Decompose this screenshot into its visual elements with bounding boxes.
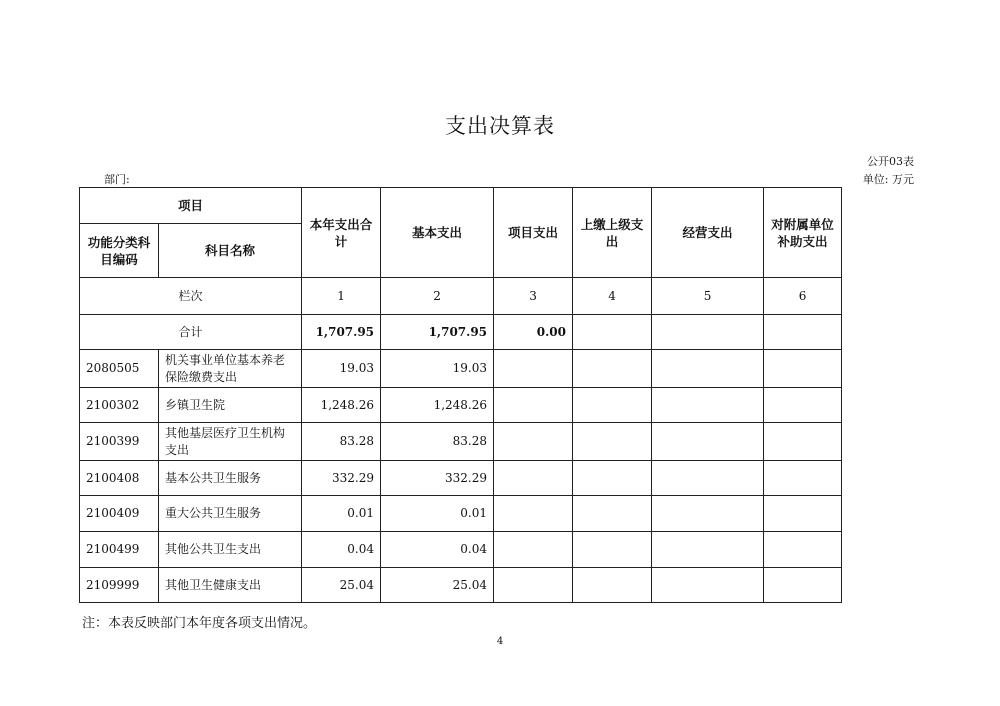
row-upper bbox=[573, 568, 652, 603]
header-project: 项目 bbox=[80, 188, 302, 224]
row-subsidy bbox=[764, 423, 842, 461]
row-upper bbox=[573, 496, 652, 532]
row-total: 332.29 bbox=[302, 461, 381, 496]
total-row-operating bbox=[652, 315, 764, 350]
row-project bbox=[494, 388, 573, 423]
row-project bbox=[494, 461, 573, 496]
row-subsidy bbox=[764, 532, 842, 568]
row-operating bbox=[652, 461, 764, 496]
row-operating bbox=[652, 388, 764, 423]
row-total: 0.01 bbox=[302, 496, 381, 532]
table-row bbox=[80, 496, 1000, 532]
table-row bbox=[80, 423, 1000, 461]
row-code: 2100499 bbox=[80, 532, 159, 568]
row-upper bbox=[573, 423, 652, 461]
row-project bbox=[494, 423, 573, 461]
header-basic: 基本支出 bbox=[381, 188, 494, 278]
header-operating: 经营支出 bbox=[652, 188, 764, 278]
row-total: 25.04 bbox=[302, 568, 381, 603]
row-name: 其他公共卫生支出 bbox=[159, 532, 302, 568]
expenditure-table bbox=[79, 187, 1000, 603]
footnote: 注：本表反映部门本年度各项支出情况。 bbox=[82, 616, 317, 631]
header-project-expenditure: 项目支出 bbox=[494, 188, 573, 278]
row-name: 其他卫生健康支出 bbox=[159, 568, 302, 603]
column-index-2: 2 bbox=[381, 278, 494, 315]
row-name: 基本公共卫生服务 bbox=[159, 461, 302, 496]
row-operating bbox=[652, 350, 764, 388]
column-index-1: 1 bbox=[302, 278, 381, 315]
row-name: 乡镇卫生院 bbox=[159, 388, 302, 423]
unit-label: 单位: 万元 bbox=[862, 173, 914, 186]
row-code: 2100408 bbox=[80, 461, 159, 496]
row-total: 0.04 bbox=[302, 532, 381, 568]
row-project bbox=[494, 496, 573, 532]
row-upper bbox=[573, 532, 652, 568]
table-row bbox=[80, 388, 1000, 423]
header-subsidy: 对附属单位补助支出 bbox=[764, 188, 842, 278]
row-basic: 332.29 bbox=[381, 461, 494, 496]
header-total: 本年支出合计 bbox=[302, 188, 381, 278]
row-subsidy bbox=[764, 388, 842, 423]
row-basic: 1,248.26 bbox=[381, 388, 494, 423]
row-subsidy bbox=[764, 350, 842, 388]
row-name: 重大公共卫生服务 bbox=[159, 496, 302, 532]
total-row-basic: 1,707.95 bbox=[381, 315, 494, 350]
column-index-3: 3 bbox=[494, 278, 573, 315]
header-upper-level: 上缴上级支出 bbox=[573, 188, 652, 278]
row-operating bbox=[652, 568, 764, 603]
row-total: 83.28 bbox=[302, 423, 381, 461]
row-upper bbox=[573, 350, 652, 388]
table-row bbox=[80, 350, 1000, 388]
row-subsidy bbox=[764, 461, 842, 496]
row-operating bbox=[652, 532, 764, 568]
department-label: 部门: bbox=[104, 173, 130, 186]
row-upper bbox=[573, 461, 652, 496]
column-index-5: 5 bbox=[652, 278, 764, 315]
row-code: 2080505 bbox=[80, 350, 159, 388]
table-row bbox=[80, 532, 1000, 568]
row-total: 19.03 bbox=[302, 350, 381, 388]
row-project bbox=[494, 532, 573, 568]
row-basic: 0.04 bbox=[381, 532, 494, 568]
row-operating bbox=[652, 423, 764, 461]
row-upper bbox=[573, 388, 652, 423]
row-basic: 19.03 bbox=[381, 350, 494, 388]
page-number: 4 bbox=[496, 636, 504, 647]
column-index-6: 6 bbox=[764, 278, 842, 315]
header-subject-name: 科目名称 bbox=[159, 224, 302, 278]
total-row-total: 1,707.95 bbox=[302, 315, 381, 350]
row-name: 其他基层医疗卫生机构支出 bbox=[159, 423, 302, 461]
row-project bbox=[494, 568, 573, 603]
row-total: 1,248.26 bbox=[302, 388, 381, 423]
table-row bbox=[80, 568, 1000, 603]
row-subsidy bbox=[764, 568, 842, 603]
row-code: 2100409 bbox=[80, 496, 159, 532]
table-row bbox=[80, 461, 1000, 496]
row-basic: 25.04 bbox=[381, 568, 494, 603]
total-row-subsidy bbox=[764, 315, 842, 350]
row-subsidy bbox=[764, 496, 842, 532]
row-basic: 83.28 bbox=[381, 423, 494, 461]
page-title: 支出决算表 bbox=[445, 114, 555, 138]
form-number: 公开03表 bbox=[867, 155, 914, 168]
header-func-code: 功能分类科目编码 bbox=[80, 224, 159, 278]
column-index-4: 4 bbox=[573, 278, 652, 315]
column-index-label: 栏次 bbox=[80, 278, 302, 315]
total-row-project: 0.00 bbox=[494, 315, 573, 350]
row-code: 2100399 bbox=[80, 423, 159, 461]
row-code: 2109999 bbox=[80, 568, 159, 603]
row-name: 机关事业单位基本养老保险缴费支出 bbox=[159, 350, 302, 388]
row-project bbox=[494, 350, 573, 388]
row-operating bbox=[652, 496, 764, 532]
total-row-label: 合计 bbox=[80, 315, 302, 350]
row-basic: 0.01 bbox=[381, 496, 494, 532]
row-code: 2100302 bbox=[80, 388, 159, 423]
total-row-upper bbox=[573, 315, 652, 350]
